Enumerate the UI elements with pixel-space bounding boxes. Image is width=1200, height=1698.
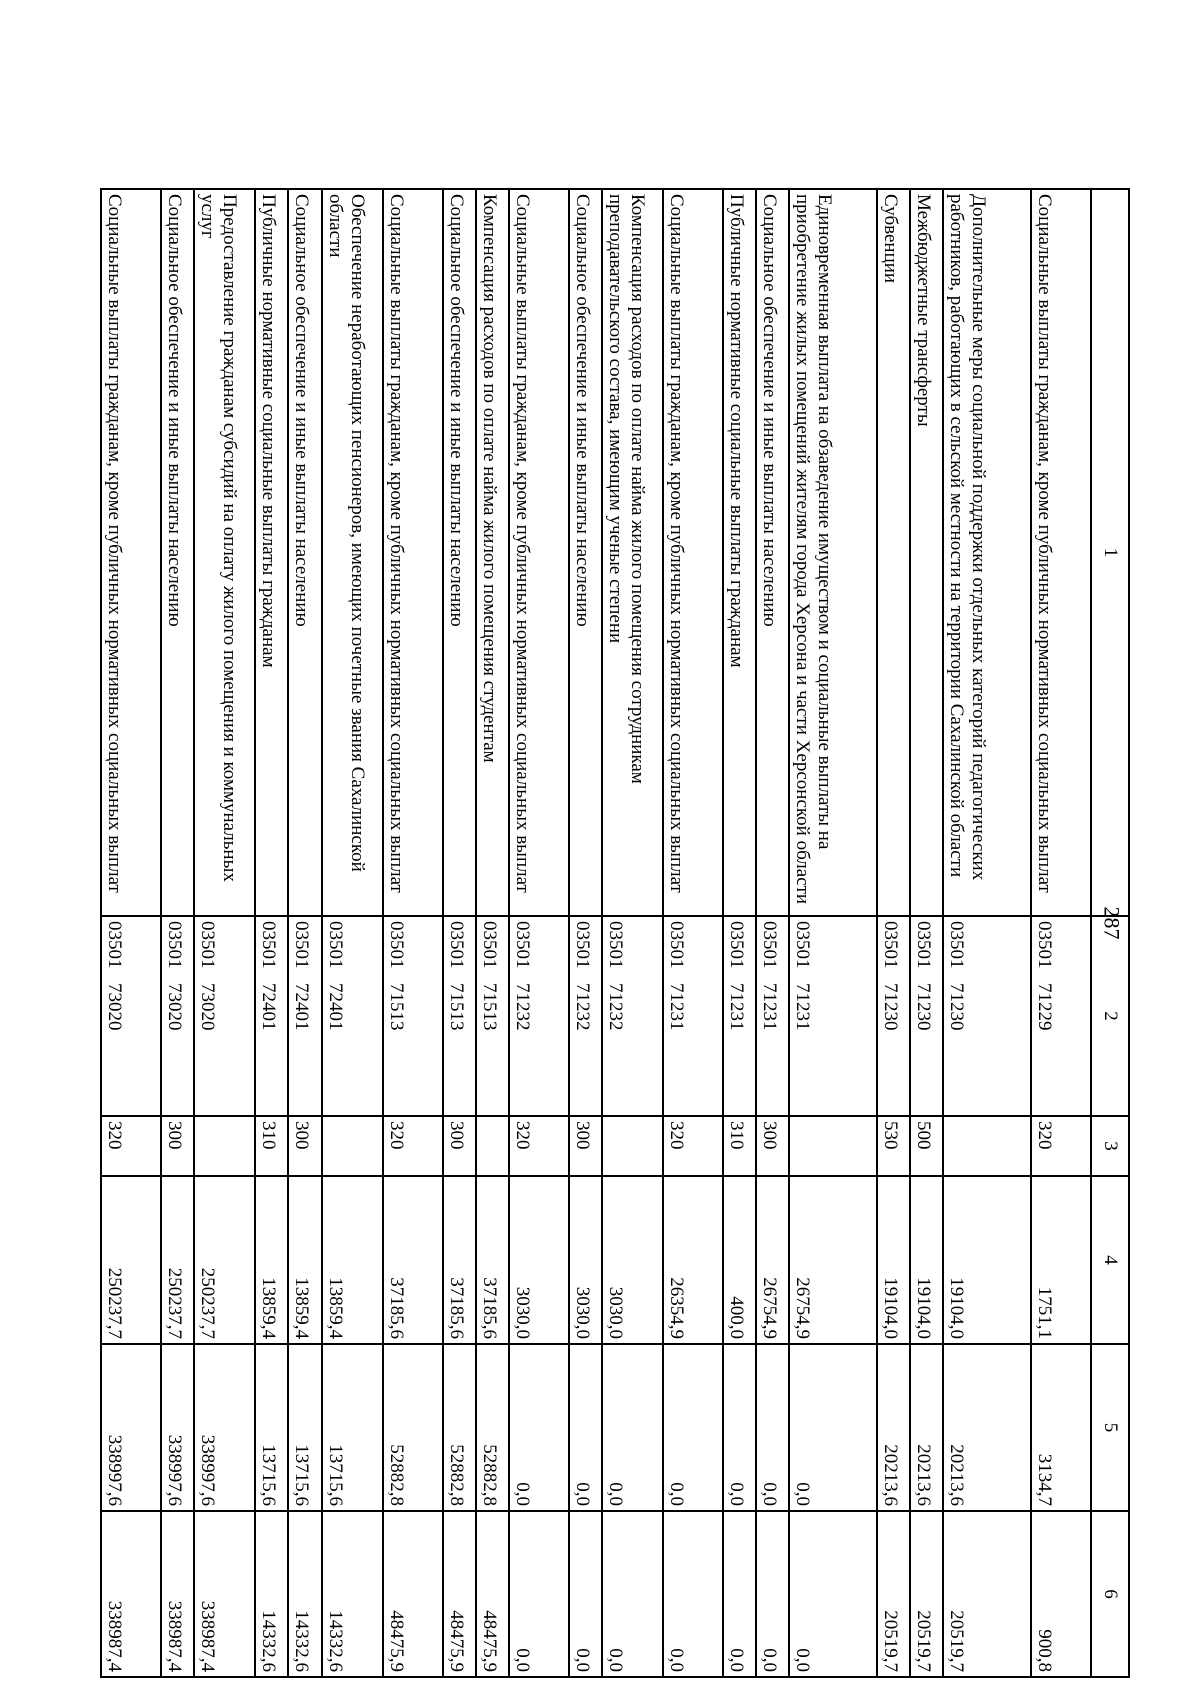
row-value-5: 20213,6 [877,1344,910,1511]
row-value-5: 0,0 [789,1344,877,1511]
row-value-6: 900,8 [1031,1511,1091,1677]
row-kind: 320 [663,1116,723,1176]
row-name: Социальные выплаты гражданам, кроме публичных нормативных социальных выплат [383,189,443,916]
code-part-a: 03501 [571,921,593,969]
row-value-6: 338987,4 [194,1511,255,1677]
row-value-6: 0,0 [756,1511,789,1677]
row-code [789,916,877,1116]
code-part-a: 03501 [758,921,780,969]
row-code [194,916,255,1116]
row-name: Обеспечение неработающих пенсионеров, имеющих почетные звания Сахалинской области [322,189,383,916]
code-part-a: 03501 [665,921,687,969]
row-kind [943,1116,1031,1176]
code-part-b: 71231 [758,983,780,1031]
row-value-4: 13859,4 [288,1176,321,1344]
table-row [194,189,255,1677]
row-value-5: 338997,6 [101,1344,161,1511]
column-header-2: 2 [1091,916,1129,1116]
row-kind [789,1116,877,1176]
row-value-6: 48475,9 [443,1511,476,1677]
table-row [877,189,910,1677]
code-part-b: 71513 [385,983,407,1031]
code-part-b: 72401 [291,983,313,1031]
row-code [101,916,161,1116]
code-part-a: 03501 [104,921,125,969]
code-part-a: 03501 [478,921,500,969]
row-name: Социальное обеспечение и иные выплаты населению [288,189,321,916]
row-value-5: 13715,6 [288,1344,321,1511]
row-kind: 300 [756,1116,789,1176]
code-part-a: 03501 [291,921,313,969]
code-part-a: 03501 [385,921,407,969]
row-kind: 310 [723,1116,756,1176]
table-row [383,189,443,1677]
column-header-1: 1 [1091,189,1129,916]
row-code [322,916,383,1116]
row-name: Социальное обеспечение и иные выплаты населению [569,189,602,916]
row-value-4: 400,0 [723,1176,756,1344]
row-value-4: 19104,0 [943,1176,1031,1344]
row-value-5: 338997,6 [194,1344,255,1511]
row-code [509,916,569,1116]
row-value-6: 0,0 [569,1511,602,1677]
row-name: Компенсация расходов по оплате найма жилого помещения студентам [476,189,509,916]
row-value-6: 338987,4 [161,1511,194,1677]
row-value-4: 13859,4 [322,1176,383,1344]
row-name: Социальные выплаты гражданам, кроме публичных нормативных социальных выплат [663,189,723,916]
column-header-5: 5 [1091,1344,1129,1511]
row-value-4: 26754,9 [789,1176,877,1344]
table-row [569,189,602,1677]
code-part-a: 03501 [258,921,280,969]
row-value-4: 3030,0 [569,1176,602,1344]
row-value-4: 37185,6 [383,1176,443,1344]
row-code [663,916,723,1116]
row-kind: 310 [255,1116,288,1176]
row-kind: 300 [161,1116,194,1176]
code-part-b: 71230 [912,983,934,1031]
row-name: Дополнительные меры социальной поддержки отдельных категорий педагогических работников, работающих в сельской местности на территории Сахалинской области [943,189,1031,916]
row-value-4: 37185,6 [476,1176,509,1344]
code-part-b: 71231 [665,983,687,1031]
row-value-4: 13859,4 [255,1176,288,1344]
row-name: Социальное обеспечение и иные выплаты населению [756,189,789,916]
row-code [288,916,321,1116]
table-row [101,189,161,1677]
table-row [789,189,877,1677]
code-part-b: 71513 [445,983,467,1031]
code-part-b: 71232 [511,983,533,1031]
code-part-b: 71229 [1033,983,1055,1031]
code-part-b: 73020 [104,983,125,1031]
row-value-4: 37185,6 [443,1176,476,1344]
row-value-6: 20519,7 [910,1511,943,1677]
budget-table [100,188,1130,1678]
row-value-4: 250237,7 [161,1176,194,1344]
row-code [910,916,943,1116]
row-value-6: 0,0 [789,1511,877,1677]
code-part-b: 71513 [478,983,500,1031]
code-part-a: 03501 [879,921,901,969]
table-row [943,189,1031,1677]
row-value-4: 3030,0 [509,1176,569,1344]
code-part-b: 71230 [879,983,901,1031]
code-part-b: 72401 [258,983,280,1031]
table-row [255,189,288,1677]
row-name: Компенсация расходов по оплате найма жилого помещения сотрудникам преподавательского состава, имеющим ученые степени [602,189,663,916]
row-value-4: 1751,1 [1031,1176,1091,1344]
table-row [756,189,789,1677]
code-part-a: 03501 [946,921,968,969]
code-part-b: 71230 [946,983,968,1031]
code-part-a: 03501 [791,921,813,969]
row-name: Социальное обеспечение и иные выплаты населению [161,189,194,916]
code-part-a: 03501 [725,921,747,969]
code-part-a: 03501 [164,921,186,969]
table-container [100,188,1130,1676]
row-kind: 320 [1031,1116,1091,1176]
row-code [569,916,602,1116]
row-code [723,916,756,1116]
row-code [255,916,288,1116]
column-header-4: 4 [1091,1176,1129,1344]
table-row [910,189,943,1677]
row-code [756,916,789,1116]
row-value-4: 250237,7 [194,1176,255,1344]
row-value-5: 0,0 [756,1344,789,1511]
code-part-a: 03501 [445,921,467,969]
code-part-a: 03501 [912,921,934,969]
row-code [877,916,910,1116]
code-part-b: 73020 [164,983,186,1031]
table-row [443,189,476,1677]
row-value-4: 19104,0 [877,1176,910,1344]
row-value-5: 13715,6 [322,1344,383,1511]
row-kind: 300 [569,1116,602,1176]
row-value-6: 0,0 [663,1511,723,1677]
row-kind: 320 [509,1116,569,1176]
table-header-row [1091,189,1129,1677]
table-row [322,189,383,1677]
row-value-6: 0,0 [723,1511,756,1677]
column-header-3: 3 [1091,1116,1129,1176]
row-kind: 530 [877,1116,910,1176]
row-value-6: 48475,9 [476,1511,509,1677]
row-value-5: 0,0 [509,1344,569,1511]
code-part-a: 03501 [511,921,533,969]
row-value-5: 3134,7 [1031,1344,1091,1511]
row-name: Субвенции [877,189,910,916]
table-row [723,189,756,1677]
row-value-6: 0,0 [602,1511,663,1677]
row-value-6: 48475,9 [383,1511,443,1677]
table-row [288,189,321,1677]
row-value-6: 14332,6 [288,1511,321,1677]
row-value-5: 52882,8 [443,1344,476,1511]
row-value-5: 338997,6 [161,1344,194,1511]
column-header-6: 6 [1091,1511,1129,1677]
code-part-b: 73020 [197,983,219,1031]
table-row [1031,189,1091,1677]
code-part-a: 03501 [1033,921,1055,969]
row-value-5: 52882,8 [476,1344,509,1511]
row-name: Социальные выплаты гражданам, кроме публичных нормативных социальных выплат [1031,189,1091,916]
code-part-a: 03501 [197,921,219,969]
code-part-b: 71232 [604,983,626,1031]
row-name: Единовременная выплата на обзаведение имуществом и социальные выплаты на приобретение жилых помещений жителям города Херсона и части Херсонской области [789,189,877,916]
row-value-5: 20213,6 [943,1344,1031,1511]
row-code [476,916,509,1116]
rotated-table-wrapper [100,188,1130,1676]
row-code [443,916,476,1116]
row-value-5: 20213,6 [910,1344,943,1511]
row-value-6: 14332,6 [255,1511,288,1677]
table-row [509,189,569,1677]
row-value-5: 0,0 [569,1344,602,1511]
row-kind [322,1116,383,1176]
table-row [476,189,509,1677]
row-value-5: 0,0 [602,1344,663,1511]
row-name: Публичные нормативные социальные выплаты гражданам [255,189,288,916]
row-value-5: 52882,8 [383,1344,443,1511]
row-kind: 320 [101,1116,161,1176]
row-code [383,916,443,1116]
code-part-a: 03501 [324,921,346,969]
row-name: Предоставление гражданам субсидий на оплату жилого помещения и коммунальных услуг [194,189,255,916]
code-part-a: 03501 [604,921,626,969]
row-code [602,916,663,1116]
row-value-6: 0,0 [509,1511,569,1677]
row-value-5: 0,0 [723,1344,756,1511]
row-value-6: 20519,7 [943,1511,1031,1677]
row-kind: 300 [288,1116,321,1176]
row-value-4: 26754,9 [756,1176,789,1344]
row-value-4: 250237,7 [101,1176,161,1344]
row-code [161,916,194,1116]
row-value-5: 0,0 [663,1344,723,1511]
row-value-4: 19104,0 [910,1176,943,1344]
code-part-b: 71231 [725,983,747,1031]
row-code [943,916,1031,1116]
row-value-4: 3030,0 [602,1176,663,1344]
code-part-b: 71232 [571,983,593,1031]
table-row [602,189,663,1677]
row-value-4: 26354,9 [663,1176,723,1344]
row-kind: 500 [910,1116,943,1176]
row-kind [194,1116,255,1176]
code-part-b: 72401 [324,983,346,1031]
code-part-b: 71231 [791,983,813,1031]
row-value-5: 13715,6 [255,1344,288,1511]
table-row [663,189,723,1677]
row-kind [476,1116,509,1176]
row-name: Социальное обеспечение и иные выплаты населению [443,189,476,916]
row-value-6: 14332,6 [322,1511,383,1677]
page-number: 287 [1099,906,1125,940]
row-value-6: 20519,7 [877,1511,910,1677]
row-name: Социальные выплаты гражданам, кроме публичных нормативных социальных выплат [509,189,569,916]
row-kind [602,1116,663,1176]
row-name: Межбюджетные трансферты [910,189,943,916]
table-row [161,189,194,1677]
row-name: Публичные нормативные социальные выплаты гражданам [723,189,756,916]
row-code [1031,916,1091,1116]
row-name: Социальные выплаты гражданам, кроме публичных нормативных социальных выплат [101,189,161,916]
row-value-6: 338987,4 [101,1511,161,1677]
row-kind: 320 [383,1116,443,1176]
row-kind: 300 [443,1116,476,1176]
